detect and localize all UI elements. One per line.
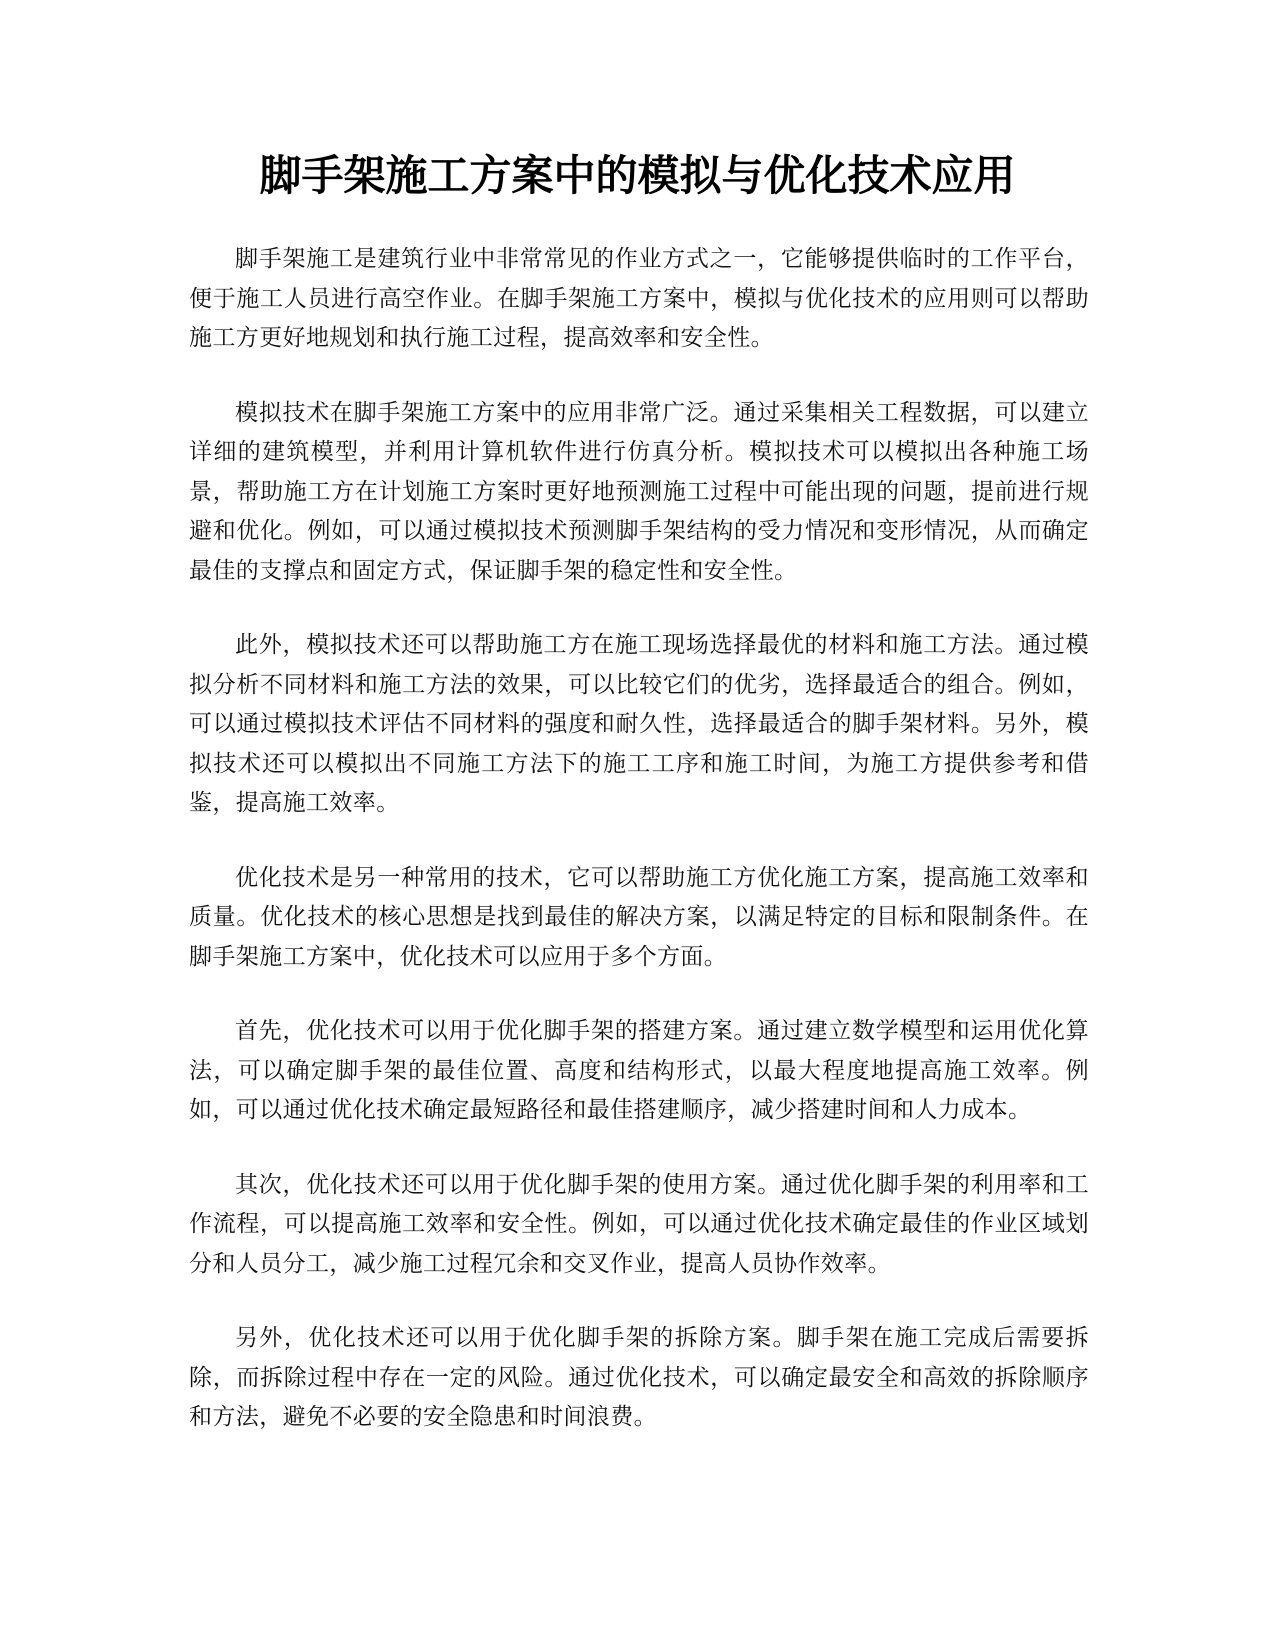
paragraph: 其次，优化技术还可以用于优化脚手架的使用方案。通过优化脚手架的利用率和工作流程，可以提高施工效率和安全性。例如，可以通过优化技术确定最佳的作业区域划分和人员分工，减少施工过程冗余和交叉作业，提高人员协作效率。: [189, 1171, 1089, 1277]
paragraph: 模拟技术在脚手架施工方案中的应用非常广泛。通过采集相关工程数据，可以建立详细的建筑模型，并利用计算机软件进行仿真分析。模拟技术可以模拟出各种施工场景，帮助施工方在计划施工方案时更好地预测施工过程中可能出现的问题，提前进行规避和优化。例如，可以通过模拟技术预测脚手架结构的受力情况和变形情况，从而确定最佳的支撑点和固定方式，保证脚手架的稳定性和安全性。: [189, 399, 1089, 584]
paragraph: 首先，优化技术可以用于优化脚手架的搭建方案。通过建立数学模型和运用优化算法，可以确定脚手架的最佳位置、高度和结构形式，以最大程度地提高施工效率。例如，可以通过优化技术确定最短路径和最佳搭建顺序，减少搭建时间和人力成本。: [189, 1018, 1089, 1123]
document-body: [189, 240, 1089, 1473]
document-title: 脚手架施工方案中的模拟与优化技术应用: [259, 151, 1016, 200]
paragraph: 另外，优化技术还可以用于优化脚手架的拆除方案。脚手架在施工完成后需要拆除，而拆除过程中存在一定的风险。通过优化技术，可以确定最安全和高效的拆除顺序和方法，避免不必要的安全隐患和时间浪费。: [189, 1325, 1089, 1430]
paragraph: 此外，模拟技术还可以帮助施工方在施工现场选择最优的材料和施工方法。通过模拟分析不同材料和施工方法的效果，可以比较它们的优劣，选择最适合的组合。例如，可以通过模拟技术评估不同材料的强度和耐久性，选择最适合的脚手架材料。另外，模拟技术还可以模拟出不同施工方法下的施工工序和施工时间，为施工方提供参考和借鉴，提高施工效率。: [189, 632, 1089, 816]
paragraph: 脚手架施工是建筑行业中非常常见的作业方式之一，它能够提供临时的工作平台，便于施工人员进行高空作业。在脚手架施工方案中，模拟与优化技术的应用则可以帮助施工方更好地规划和执行施工过程，提高效率和安全性。: [189, 246, 1089, 351]
paragraph: 优化技术是另一种常用的技术，它可以帮助施工方优化施工方案，提高施工效率和质量。优化技术的核心思想是找到最佳的解决方案，以满足特定的目标和限制条件。在脚手架施工方案中，优化技术可以应用于多个方面。: [189, 864, 1089, 970]
